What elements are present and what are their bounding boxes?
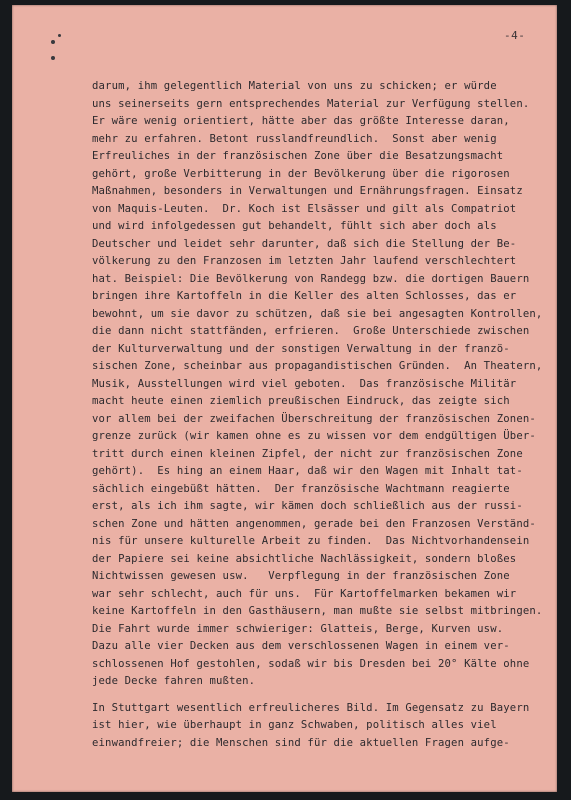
text-line: schlossenen Hof gestohlen, sodaß wir bis Dresden bei 20° Kälte ohne (92, 657, 530, 670)
text-line: schen Zone und hätten angenommen, gerade bei den Franzosen Verständ- (92, 517, 536, 530)
text-line: und wird infolgedessen gut behandelt, fühlt sich aber doch als (92, 220, 497, 232)
text-line: grenze zurück (wir kamen ohne es zu wissen vor dem endgültigen Über- (92, 430, 536, 442)
text-line: Maßnahmen, besonders in Verwaltungen und Ernährungsfragen. Einsatz (92, 185, 523, 197)
text-line: gehört). Es hing an einem Haar, daß wir den Wagen mit Inhalt tat- (92, 465, 523, 477)
text-line: gehört, große Verbitterung in der Bevölkerung über die rigorosen (92, 167, 510, 180)
text-line: Deutscher und leidet sehr darunter, daß sich die Stellung der Be- (92, 237, 517, 250)
body-text (92, 78, 562, 752)
text-line: einwandfreier; die Menschen sind für die aktuellen Fragen aufge- (92, 736, 510, 749)
text-line: sischen Zone, scheinbar aus propagandistischen Gründen. An Theatern, (92, 360, 543, 372)
text-line: völkerung zu den Franzosen im letzten Jahr laufend verschlechtert (92, 255, 517, 267)
text-line: Erfreuliches in der französischen Zone über die Besatzungsmacht (92, 150, 504, 162)
paragraph (92, 700, 562, 753)
text-line: mehr zu erfahren. Betont russlandfreundlich. Sonst aber wenig (92, 132, 497, 145)
text-line: Dazu alle vier Decken aus dem verschlossenen Wagen in einem ver- (92, 640, 510, 652)
text-line: der Papiere sei keine absichtliche Nachlässigkeit, sondern bloßes (92, 552, 517, 565)
text-line: sächlich eingebüßt hätten. Der französische Wachtmann reagierte (92, 482, 510, 495)
text-line: nis für unsere kulturelle Arbeit zu finden. Das Nichtvorhandensein (92, 535, 530, 547)
text-line: von Maquis-Leuten. Dr. Koch ist Elsässer und gilt als Compatriot (92, 202, 517, 215)
punch-hole-mark (58, 34, 61, 37)
text-line: darum, ihm gelegentlich Material von uns zu schicken; er würde (92, 80, 497, 92)
punch-hole-mark (51, 40, 55, 44)
paragraph-gap (92, 691, 562, 700)
text-line: Die Fahrt wurde immer schwieriger: Glatteis, Berge, Kurven usw. (92, 622, 504, 635)
text-line: Musik, Ausstellungen wird viel geboten. Das französische Militär (92, 377, 517, 390)
paragraph (92, 78, 562, 691)
text-line: ist hier, wie überhaupt in ganz Schwaben, politisch alles viel (92, 719, 497, 731)
punch-hole-mark (51, 56, 55, 60)
text-line: bringen ihre Kartoffeln in die Keller des alten Schlosses, das er (92, 290, 517, 302)
text-line: keine Kartoffeln in den Gasthäusern, man mußte sie selbst mitbringen. (92, 605, 543, 617)
page-number: -4- (504, 29, 526, 42)
text-line: tritt durch einen kleinen Zipfel, der nicht zur französischen Zone (92, 447, 523, 460)
text-line: macht heute einen ziemlich preußischen Eindruck, das zeigte sich (92, 395, 510, 407)
text-line: hat. Beispiel: Die Bevölkerung von Randegg bzw. die dortigen Bauern (92, 272, 530, 285)
text-line: uns seinerseits gern entsprechendes Material zur Verfügung stellen. (92, 97, 530, 110)
text-line: der Kulturverwaltung und der sonstigen Verwaltung in der franzö- (92, 342, 510, 355)
text-line: Er wäre wenig orientiert, hätte aber das größte Interesse daran, (92, 115, 510, 127)
text-line: bewohnt, um sie davor zu schützen, daß sie bei angesagten Kontrollen, (92, 307, 543, 320)
text-line: erst, als ich ihm sagte, wir kämen doch schließlich aus der russi- (92, 500, 523, 512)
text-line: war sehr schlecht, auch für uns. Für Kartoffelmarken bekamen wir (92, 587, 517, 600)
text-line: jede Decke fahren mußten. (92, 675, 256, 687)
document-page (12, 5, 557, 792)
text-line: vor allem bei der zweifachen Überschreitung der französischen Zonen- (92, 412, 536, 425)
text-line: In Stuttgart wesentlich erfreulicheres Bild. Im Gegensatz zu Bayern (92, 701, 530, 714)
text-line: die dann nicht stattfänden, erfrieren. Große Unterschiede zwischen (92, 325, 530, 337)
text-line: Nichtwissen gewesen usw. Verpflegung in der französischen Zone (92, 570, 510, 582)
